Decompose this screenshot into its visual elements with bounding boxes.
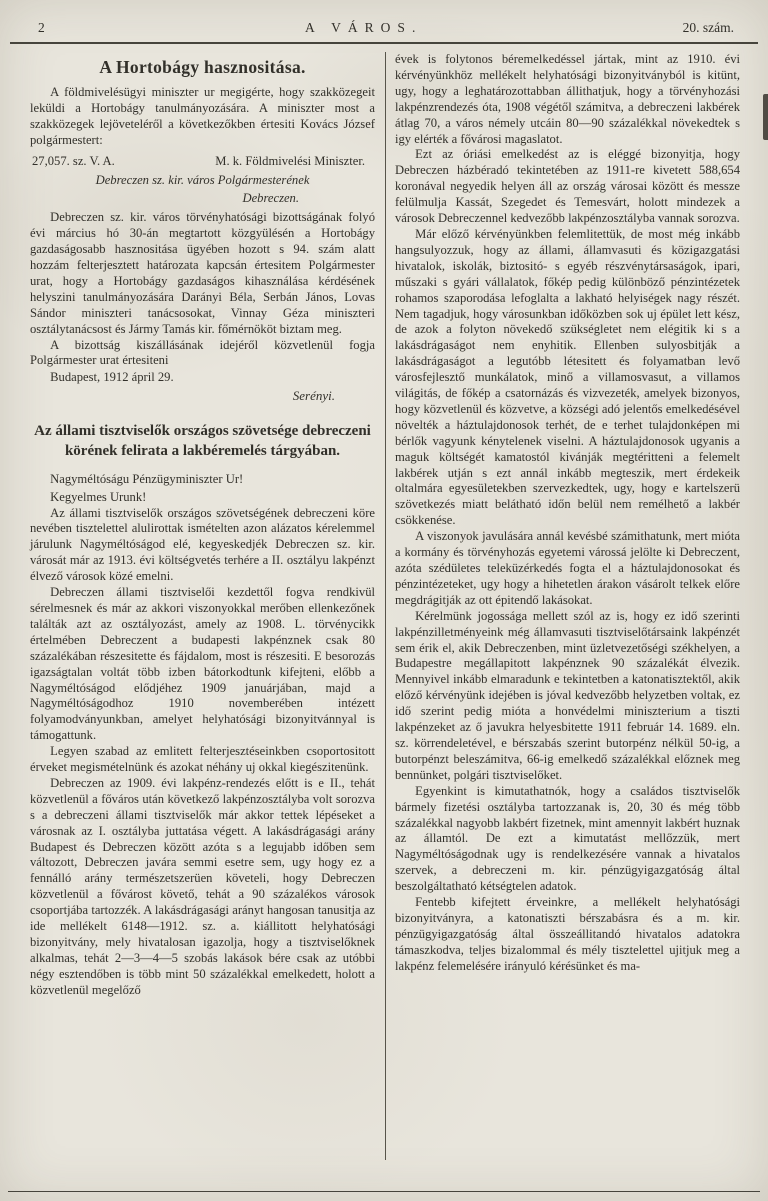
right-column xyxy=(395,52,740,975)
newspaper-title: A VÁROS. xyxy=(305,20,423,35)
article2-paragraph: Egyenkint is kimutathatnók, hogy a családos tisztviselők bármely fizetési osztályba tartozzanak is, 20, 30 és még több százalékkal nagyobb lakbért fizetnek, mint amennyit lakbért huznak az államtól. De ezt a kimutatást mellőzzük, mert Nagyméltóságodnak ugy is rendelkezésére vannak a hivatalos szervek, a debreczeni m. kir. pénzügyigazgatóság által beszolgáltatható kétségtelen adatok. xyxy=(395,783,740,894)
signature-line: Serényi. xyxy=(292,388,335,404)
article2-paragraph: Ezt az óriási emelkedést az is eléggé bizonyitja, hogy Debreczen házbéradó tekintetében az 1911-re kivetett 588,654 koronával negyedik helyen áll az ország városai között és messze felülmulja Kassát, Szegedet és Temesvárt, holott mindezek a városok Debreczennel kedvezőbb lakpénzosztályba vannak sorozva. xyxy=(395,147,740,226)
article2-paragraph: Legyen szabad az emlitett felterjesztéseinkben csoportositott érveket megismételnünk és azokat néhány uj okkal kiegészitenünk. xyxy=(30,744,375,775)
article1-title: A Hortobágy hasznositása. xyxy=(99,57,306,77)
date-line: Budapest, 1912 ápril 29. xyxy=(50,370,174,385)
article2-paragraph: A viszonyok javulására annál kevésbé számithatunk, mert mióta a kormány és törvényhozás egyetemi várossá jelölte ki Debreczent, azóta szédületes teleküzérkedés fogta el a háztulajdonosokat és pénzintézeteket, ugy hogy a hihetetlen árakon vásárolt telkek előre megdrágitják az ott épitendő lakásokat. xyxy=(395,529,740,607)
city-line: Debreczen. xyxy=(242,191,299,206)
salutation-line: Nagyméltóságu Pénzügyminiszter Ur! xyxy=(50,471,244,486)
article2-paragraph: Fentebb kifejtett érveinkre, a mellékelt helyhatósági bizonyitványra, a katonatiszti bérszabásra és a m. kir. pénzügyigazgatóság által összeállitandó hivatalos adatokra támaszkodva, teljes bizalommal és mély tisztelettel ujitjuk meg a lakpénz felemelésére irányuló kérésünket és ma- xyxy=(395,895,740,973)
article2-title: Az állami tisztviselők országos szövetsége debreczeni körének felirata a lakbéremelés tárgyában. xyxy=(34,423,371,459)
bottom-rule xyxy=(8,1191,760,1192)
page-header xyxy=(0,0,768,40)
article1-paragraph: A földmivelésügyi miniszter ur megigérte, hogy szakközegeit leküldi a Hortobágy tanulmányozására. A miniszter most a szakközegek lejöveteléről a következőkben értesiti Kovács József polgármestert: xyxy=(30,84,375,147)
reference-number: 27,057. sz. V. A. xyxy=(32,153,115,168)
salutation-line: Kegyelmes Urunk! xyxy=(50,489,147,504)
article2-paragraph: Kérelmünk jogossága mellett szól az is, hogy ez idő szerinti lakpénzilletményeink még államvasuti tisztviselőtársaink lakpénzét sem érik el, akik Debreczenben, mint üzletvezetőségi székhelyen, a Budapestre megállapitott lakpénznek 90 százalékát élvezik. Mennyivel inkább elmaradunk e tekintetben a katonatisztektől, akik előző kérvényünk idejében is jóval kedvezőbb helyzetben voltak, ez idő szerint pedig mióta a honvédelmi miniszterium a tiszti lakpénzeket az ő javukra helyesbitette 1911 február 14. 1689. eln. sz. körrendeletével, e bérszabás szerint butorpénz nélkül 50-ig, a butorpénzt beleszámitva, 66-ig emelkedő százalékkal előznek meg bennünket, polgári tisztviselőket. xyxy=(395,608,740,782)
column-divider-rule xyxy=(385,52,386,1160)
issue-number: 20. szám. xyxy=(682,20,734,35)
scan-edge-mark xyxy=(763,94,768,140)
article2-paragraph: Már előző kérvényünkben felemlitettük, de most még inkább hangsulyozzuk, hogy az állami, államvasuti és közigazgatási hivatalok, iskolák, biztositó- s egyéb részvénytársaságok, ipari, műszaki s gyári vállalatok, főkép pedig különböző pénzintézetek rohamos szaporodása lefoglalta a lakható helyiségek nagy részét. Nem tagadjuk, hogy városunkban időközben sok uj épület lett kész, de azok a folyton növekedő szükségletet nem elégitik ki s a lakásdrágaságot nem enyhitik. Ellenben sulyosbitják a lakásdrágaságot a legutóbb létesitett és folyamatban levő városfejlesztő munkálatok, minő a villamosvasut, a villamos világitás, de főkép a csatornázás és vizvezeték, amelyek bizonyos, hogy közvetlenül és közvetve, a községi adó jelentős emelkedésével növelték a háztulajdonosok terhét, de e terhet tulajdonképen mi bérlők vagyunk kénytelenek viselni. A háztulajdonosok ugyanis a maguk költségét kamatostól kivánják megtéritteni a felemelt lakbérek utján s ezt annál inkább megteszik, mert érdekeik oltalmára egyesületekben szervezkedtek, ugy, hogy e kartelszerü szövetkezés miatt belátható időn belül nem remélhető a lakbér csökkenése. xyxy=(395,226,740,528)
addressee-line: Debreczen sz. kir. város Polgármesterének xyxy=(95,173,310,188)
article1-paragraph: Debreczen sz. kir. város törvényhatósági bizottságának folyó évi március hó 30-án megtartott közgyülésén a Hortobágy gazdaságosabb hasznositása ügyében hozott s 94. szám alatt hozzám felterjesztett határozata kapcsán értesitem Polgármester urat, hogy a Hortobágy gazdaságos kihasználása kérdésének helyszini tanulmányozására Darányi Béla, Serbán János, Lovas Sándor miniszteri tanácsosokat, Vinnay Géza miniszteri osztálytanácsost és Jármy Tamás kir. főmérnököt biztam meg. xyxy=(30,210,375,336)
article1-paragraph: A bizottság kiszállásának idejéről közvetlenül fogja Polgármester urat értesiteni xyxy=(30,337,375,368)
minister-label: M. k. Földmivelési Miniszter. xyxy=(215,153,365,168)
page-number: 2 xyxy=(38,20,45,35)
article2-paragraph: Debreczen az 1909. évi lakpénz-rendezés előtt is e II., tehát közvetlenül a főváros után következő lakpénzosztályba volt sorozva s a debreczeni állami tisztviselők már akkor tettek lépéseket a városnak az I. osztályba juttatása végett. A lakásdrágasági arány Budapest és Debreczen között azóta s a legujabb időben sem változott, Debreczen javára semmi esetre sem, ugy hogy ez a fennálló arány természetszerüen követeli, hogy Debreczen közvetlenül a fővárost követő, tehát a 90 százalékos városok csoportjába tartozzék. A lakásdrágasági arányt hangosan tanusitja az ide mellékelt 6148—1912. sz. a. kiállitott helyhatósági bizonyitvány, mely hivatalosan igazolja, hogy a tisztviselőknek alkalmas, tehát 2—3—4—5 szobás lakások bére csak az utóbbi négy esztendőben is több mint 50 százalékkal emelkedett, holott a közvetlenül megelőző xyxy=(30,775,375,997)
reference-row xyxy=(30,154,375,170)
article2-paragraph: Debreczen állami tisztviselői kezdettől fogva rendkivül sérelmesnek és már az akkori viszonyokkal merőben ellenkezőnek találták azt az osztályozást, amely az 1908. L. törvénycikk értelmében Debreczent a budapesti lakpénznek csak 80 százalékában részesitette és fájdalom, most is részesiti. E besorozás igazságtalan voltát több izben bátorkodtunk kifejteni, előbb a Nagyméltóságod elődjéhez 1909 januárjában, majd a Nagyméltóságodhoz 1910 novemberében intézett folyamodványunkban, amelyet helyhatósági bizonyitvánnyal is támogattunk. xyxy=(30,585,375,743)
article-columns xyxy=(0,44,768,1180)
article2-paragraph-continuation: évek is folytonos béremelkedéssel jártak, mint az 1910. évi kérvényünkhöz mellékelt helyhatósági bizonyitványból is kitünt, ugy, hogy a leghatározottabban állithatjuk, hogy a törvényhozási lakpénzrendezés óta, 1908 végétől számitva, a debreczeni lakbérek átlag 70, a város némely utcáin 80—90 százalékkal növekedtek s igy elérték a fővárosi magaslatot. xyxy=(395,52,740,146)
article2-paragraph: Az állami tisztviselők országos szövetségének debreczeni köre nevében tisztelettel alulirottak ismételten azon alázatos kérelemmel járulunk Nagyméltóságod elé, kegyeskedjék Debreczen sz. kir. városát már az 1913. évi költségvetés terhére a II. osztályu lakpénzt élvező városok közé emelni. xyxy=(30,505,375,584)
left-column xyxy=(30,52,375,999)
